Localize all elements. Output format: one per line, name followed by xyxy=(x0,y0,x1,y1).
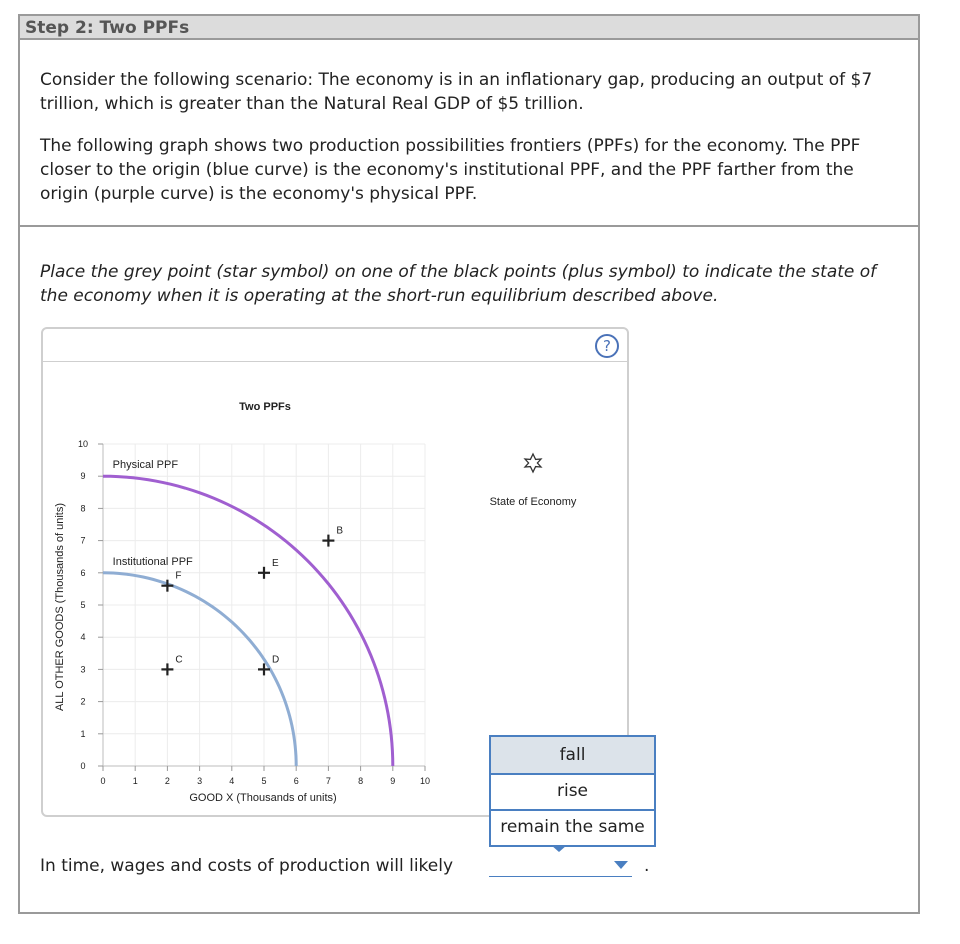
dropdown-pointer-icon xyxy=(551,845,567,852)
y-axis-label: ALL OTHER GOODS (Thousands of units) xyxy=(54,502,66,712)
x-tick-label: 5 xyxy=(261,776,267,786)
y-tick-label: 5 xyxy=(80,600,86,610)
ppf-curves xyxy=(103,459,393,766)
plus-point-e[interactable] xyxy=(258,558,279,579)
point-label: E xyxy=(272,557,279,569)
y-tick-label: 8 xyxy=(80,503,86,514)
x-tick-label: 8 xyxy=(358,776,364,786)
point-label: B xyxy=(336,525,344,537)
y-tick-label: 4 xyxy=(80,632,86,643)
point-label: F xyxy=(175,570,182,582)
plus-point-c[interactable] xyxy=(161,654,182,675)
point-label: D xyxy=(272,654,280,666)
x-tick-label: 6 xyxy=(293,776,299,786)
grid xyxy=(103,444,425,766)
x-axis-label: GOOD X (Thousands of units) xyxy=(189,792,337,804)
x-tick-label: 3 xyxy=(197,776,203,786)
question-text: In time, wages and costs of production will likely xyxy=(40,856,454,876)
plus-point-b[interactable] xyxy=(322,526,343,547)
y-tick-label: 7 xyxy=(80,535,86,546)
question-period: . xyxy=(644,856,650,876)
dropdown-option-fall[interactable]: fall xyxy=(491,737,654,773)
step-header xyxy=(20,16,918,40)
state-of-economy-label: State of Economy xyxy=(489,496,577,508)
graph-description: The following graph shows two production possibilities frontiers (PPFs) for the economy. The PPF closer to the origin (blue curve) is the economy's institutional PPF, and the PPF farther from the origin (purple curve) is the economy's physical PPF. xyxy=(40,136,861,204)
y-tick-label: 9 xyxy=(80,471,86,482)
institutional-ppf-label: Institutional PPF xyxy=(112,555,193,568)
x-tick-label: 9 xyxy=(390,776,396,786)
dropdown-option-remain-the-same[interactable]: remain the same xyxy=(500,817,645,837)
x-tick-label: 0 xyxy=(100,776,106,786)
x-tick-label: 10 xyxy=(419,776,431,786)
dropdown-options xyxy=(489,735,656,847)
x-tick-label: 1 xyxy=(132,776,138,786)
scenario-text: Consider the following scenario: The economy is in an inflationary gap, producing an output of $7 trillion, which is greater than the Natural Real GDP of $5 trillion. xyxy=(40,70,873,114)
y-tick-label: 0 xyxy=(80,761,86,771)
y-tick-label: 6 xyxy=(80,567,86,578)
help-icon[interactable]: ? xyxy=(595,334,619,358)
step-panel xyxy=(18,14,920,914)
step-title: Step 2: Two PPFs xyxy=(25,18,190,38)
x-tick-label: 7 xyxy=(325,776,331,786)
y-tick-label: 10 xyxy=(77,439,89,449)
y-tick-label: 1 xyxy=(80,728,86,739)
point-label: C xyxy=(175,654,183,666)
dropdown-option-rise[interactable]: rise xyxy=(556,781,589,801)
instruction-text: Place the grey point (star symbol) on one of the black points (plus symbol) to indicate the state of the economy when it is operating at the short-run equilibrium described above. xyxy=(40,262,877,306)
physical-ppf-label: Physical PPF xyxy=(112,459,179,472)
chevron-down-icon[interactable] xyxy=(614,861,628,869)
divider xyxy=(20,225,918,227)
x-tick-label: 2 xyxy=(164,776,170,786)
star-marker[interactable] xyxy=(525,454,541,472)
chart-title: Two PPFs xyxy=(239,401,291,413)
star-icon[interactable] xyxy=(525,454,541,472)
y-tick-label: 2 xyxy=(80,696,86,707)
y-tick-label: 3 xyxy=(80,664,86,675)
plus-points xyxy=(161,526,343,676)
answer-select[interactable] xyxy=(489,876,632,877)
physical-ppf-curve xyxy=(103,476,393,766)
x-tick-label: 4 xyxy=(229,776,235,786)
